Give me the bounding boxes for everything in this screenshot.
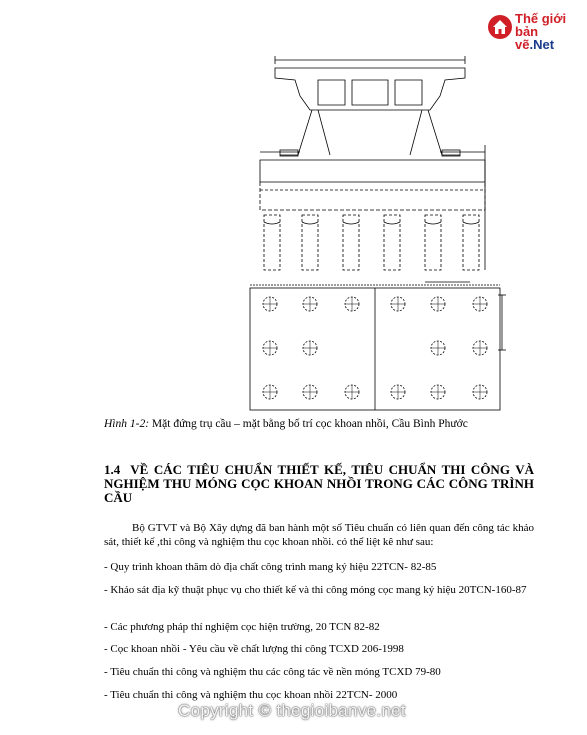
- caption-label: Hình 1-2:: [104, 418, 150, 430]
- site-logo[interactable]: [487, 11, 579, 52]
- logo-line1: Thế giới: [515, 11, 567, 26]
- figure-caption: [104, 418, 468, 430]
- list-item: - Quy trình khoan thăm dò địa chất công trình mang ký hiệu 22TCN- 82-85: [104, 561, 437, 573]
- list-item: - Cọc khoan nhồi - Yêu cầu về chất lượng thi công TCXD 206-1998: [104, 643, 404, 655]
- pier-pile-drawing: [240, 50, 520, 420]
- caption-text: Mặt đứng trụ cầu – mặt bằng bố trí cọc khoan nhồi, Cầu Bình Phước: [149, 418, 468, 430]
- list-item: - Các phương pháp thí nghiệm cọc hiện trường, 20 TCN 82-82: [104, 621, 380, 633]
- intro-paragraph: Bộ GTVT và Bộ Xây dựng đã ban hành một số Tiêu chuẩn có liên quan đến công tác khảo sát, thiết kế ,thi công và nghiệm thu cọc khoan nhồi. có thể liệt kê như sau:: [104, 522, 534, 548]
- section-number: 1.4: [104, 462, 121, 477]
- logo-line2: [515, 25, 579, 51]
- list-item: - Khảo sát địa kỹ thuật phục vụ cho thiết kế và thi công móng cọc mang ký hiệu 20TCN-160-87: [104, 584, 527, 596]
- house-logo-icon: [487, 14, 513, 40]
- list-item: - Tiêu chuẩn thi công và nghiệm thu cọc khoan nhồi 22TCN- 2000: [104, 689, 398, 701]
- logo-line2-text: bản vẽ: [515, 24, 539, 52]
- list-item: - Tiêu chuẩn thi công và nghiệm thu các công tác về nền móng TCXD 79-80: [104, 666, 441, 678]
- section-title: VỀ CÁC TIÊU CHUẨN THIẾT KẾ, TIÊU CHUẨN THI CÔNG VÀ NGHIỆM THU MÓNG CỌC KHOAN NHỒI TRONG CÁC CÔNG TRÌNH CẦU: [104, 462, 534, 505]
- section-heading: [104, 463, 534, 505]
- logo-line2-suffix: .Net: [529, 37, 555, 52]
- copyright-watermark: Copyright © thegioibanve.net: [178, 701, 406, 720]
